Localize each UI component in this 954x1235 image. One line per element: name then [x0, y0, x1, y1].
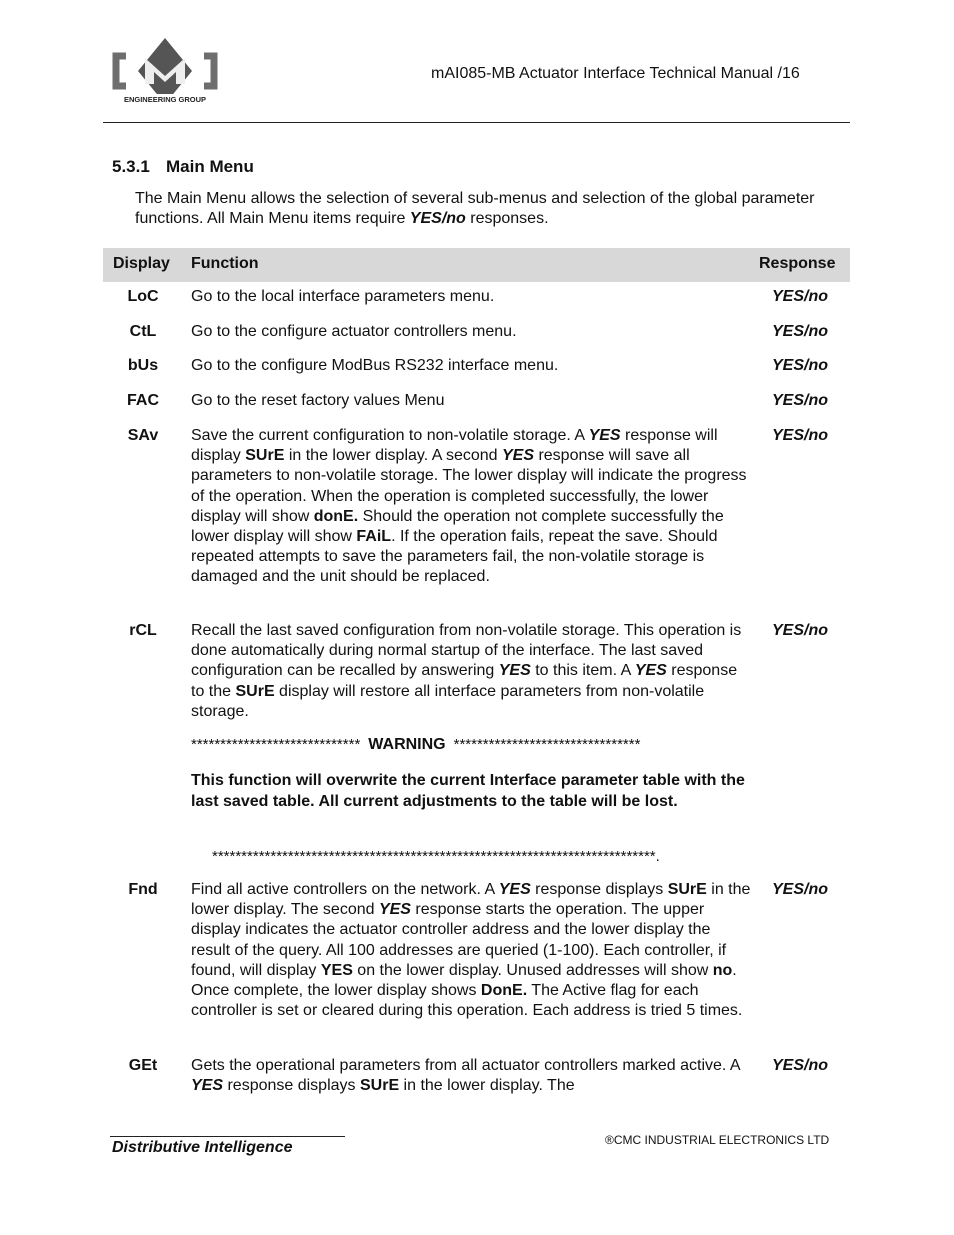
- intro-paragraph: The Main Menu allows the selection of several sub-menus and selection of the global parameter functions. All Main Menu items require YES/no responses.: [135, 190, 815, 227]
- display-code: rCL: [129, 622, 157, 639]
- response-value: YES/no: [772, 1057, 829, 1074]
- header-divider: [103, 122, 850, 123]
- footer-tagline: Distributive Intelligence: [112, 1139, 293, 1156]
- document-title: mAI085-MB Actuator Interface Technical Manual /16: [431, 65, 800, 82]
- col-header-display: Display: [113, 255, 170, 272]
- warning-label: WARNING: [368, 736, 446, 753]
- function-description: Save the current configuration to non-volatile storage. A YES response will display SUrE in the lower display. A second YES response will save all parameters to non-volatile storage. The lower display will indicate the progress of the operation. When the operation is completed successfully, the lower display will show donE. Should the operation not complete successfully the lower display will show FAiL. If the operation fails, repeat the save. Should repeated attempts to save the parameters fail, the non-volatile storage is damaged and the unit should be replaced.: [191, 427, 747, 586]
- function-description: Gets the operational parameters from all actuator controllers marked active. A YES response displays SUrE in the lower display. The: [191, 1057, 740, 1095]
- response-value: YES/no: [772, 427, 829, 444]
- warning-text: This function will overwrite the current Interface parameter table with the last saved table. All current adjustments to the table will be lost.: [191, 772, 745, 810]
- display-code: bUs: [127, 357, 159, 374]
- footer-divider: [110, 1136, 345, 1137]
- function-description: Recall the last saved configuration from non-volatile storage. This operation is done automatically during normal startup of the interface. The last saved configuration can be recalled by answering YES to this item. A YES response to the SUrE display will restore all interface parameters from non-volatile storage.: [191, 622, 742, 720]
- section-number: 5.3.1: [112, 157, 150, 176]
- warning-end-stars: ****************************************************************************.: [212, 848, 660, 865]
- function-description: Find all active controllers on the network. A YES response displays SUrE in the lower display. The second YES response starts the operation. The upper display indicates the actuator controller address and the lower display the result of the query. All 100 addresses are queried (1-100). Each controller, if found, will display YES on the lower display. Unused addresses will show no. Once complete, the lower display shows DonE. The Active flag for each controller is set or cleared during this operation. Each address is tried 5 times.: [191, 881, 751, 1020]
- col-header-function: Function: [191, 255, 259, 272]
- company-logo: [112, 36, 218, 114]
- svg-text:ENGINEERING GROUP: ENGINEERING GROUP: [123, 95, 207, 104]
- response-value: YES/no: [772, 323, 829, 340]
- footer-copyright: ®CMC INDUSTRIAL ELECTRONICS LTD: [605, 1133, 830, 1147]
- section-title: Main Menu: [166, 157, 254, 176]
- function-description: Go to the local interface parameters menu.: [191, 288, 495, 305]
- response-value: YES/no: [772, 881, 829, 898]
- display-code: Fnd: [128, 881, 158, 898]
- display-code: CtL: [129, 323, 157, 340]
- display-code: GEt: [128, 1057, 158, 1074]
- response-value: YES/no: [772, 357, 829, 374]
- function-description: Go to the configure actuator controllers menu.: [191, 323, 517, 340]
- display-code: FAC: [127, 392, 159, 409]
- display-code: SAv: [127, 427, 159, 444]
- function-description: Go to the configure ModBus RS232 interface menu.: [191, 357, 559, 374]
- warning-banner: ***************************** WARNING ********************************: [191, 736, 641, 753]
- col-header-response: Response: [759, 255, 836, 272]
- table-header: [103, 248, 850, 282]
- response-value: YES/no: [772, 622, 829, 639]
- response-value: YES/no: [772, 288, 829, 305]
- section-heading: [112, 157, 254, 177]
- display-code: LoC: [127, 288, 159, 305]
- function-description: Go to the reset factory values Menu: [191, 392, 445, 409]
- response-value: YES/no: [772, 392, 829, 409]
